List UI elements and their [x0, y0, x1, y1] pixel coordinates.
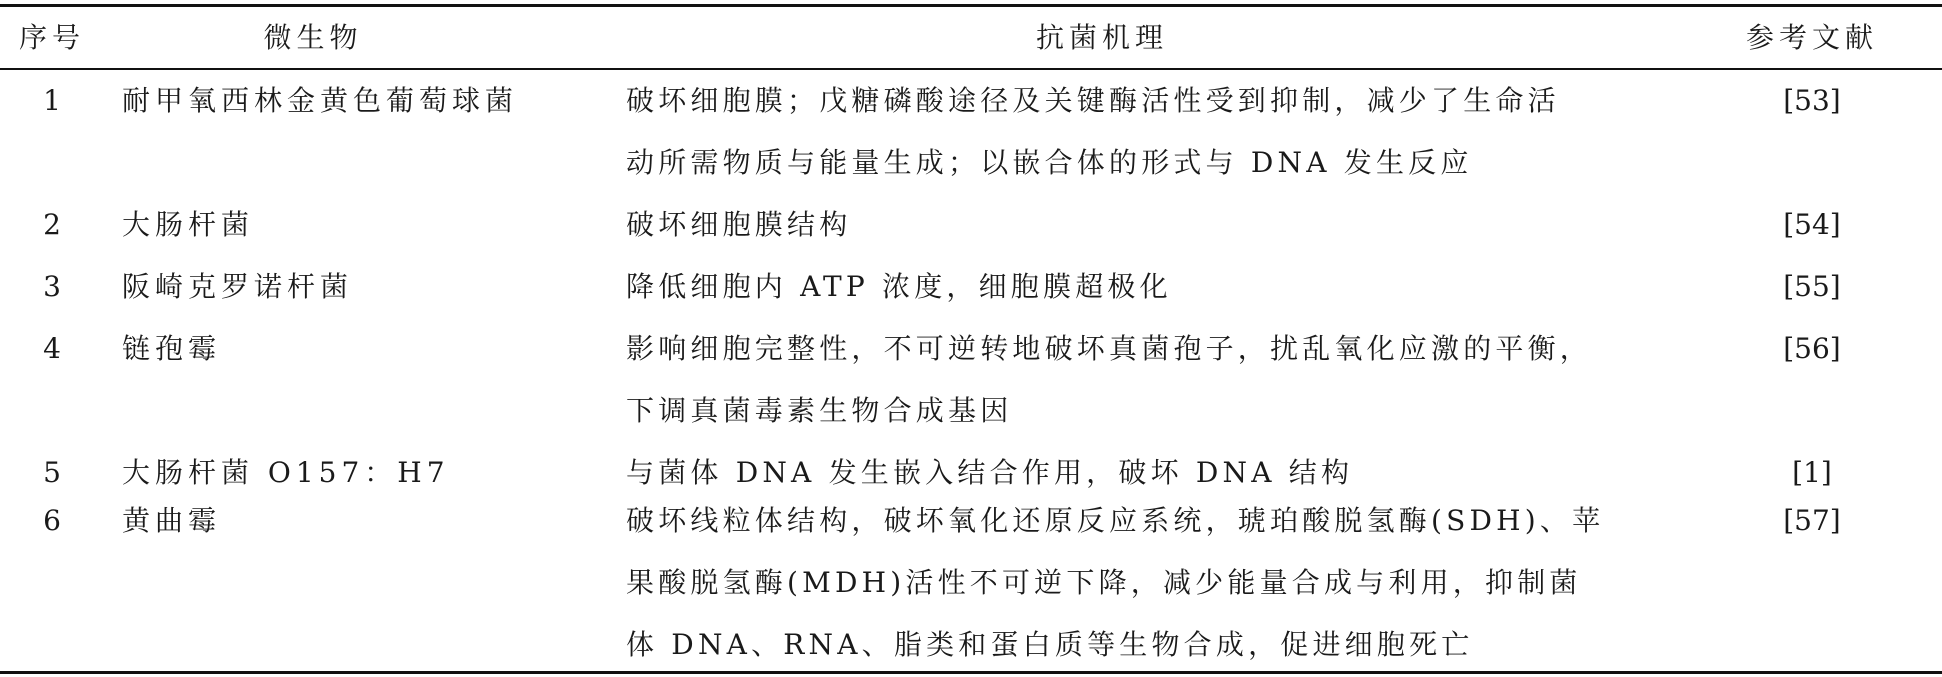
mechanism-line: 与菌体 DNA 发生嵌入结合作用，破坏 DNA 结构 [626, 456, 1354, 489]
microbe-name: 链孢霉 [122, 332, 222, 365]
mechanism-line: 影响细胞完整性，不可逆转地破坏真菌孢子，扰乱氧化应激的平衡， [626, 332, 1593, 365]
microbe-name: 耐甲氧西林金黄色葡萄球菌 [122, 84, 519, 117]
mechanism-text [626, 256, 1686, 318]
mechanism-line: 果酸脱氢酶(MDH)活性不可逆下降，减少能量合成与利用，抑制菌 [626, 566, 1582, 599]
mechanism-line: 破坏细胞膜；戊糖磷酸途径及关键酶活性受到抑制，减少了生命活 [626, 84, 1560, 117]
reference-citation: [57] [1783, 504, 1841, 537]
reference-citation: [55] [1783, 270, 1841, 303]
mechanism-line: 破坏细胞膜结构 [626, 208, 852, 241]
mechanism-text [626, 194, 1686, 256]
mechanism-text [626, 490, 1686, 676]
microbe-name: 大肠杆菌 [122, 208, 255, 241]
reference-citation: [54] [1783, 208, 1841, 241]
mechanism-line: 降低细胞内 ATP 浓度，细胞膜超极化 [626, 270, 1172, 303]
row-number: 6 [43, 504, 61, 537]
microbe-name: 大肠杆菌 O157：H7 [122, 456, 450, 489]
row-number: 1 [43, 84, 61, 117]
mechanism-text [626, 70, 1686, 194]
microbe-name: 阪崎克罗诺杆菌 [122, 270, 354, 303]
reference-citation: [1] [1792, 456, 1832, 489]
mechanism-line: 下调真菌毒素生物合成基因 [626, 394, 1013, 427]
row-number: 2 [43, 208, 61, 241]
microbe-name: 黄曲霉 [122, 504, 222, 537]
row-number: 5 [43, 456, 61, 489]
reference-citation: [53] [1783, 84, 1841, 117]
header-no: 序号 [18, 21, 85, 54]
header-mechanism: 抗菌机理 [1035, 21, 1168, 54]
mechanism-line: 体 DNA、RNA、脂类和蛋白质等生物合成，促进细胞死亡 [626, 628, 1474, 661]
header-reference: 参考文献 [1745, 21, 1878, 54]
table-bottom-rule [0, 671, 1942, 674]
header-microbe: 微生物 [263, 21, 363, 54]
reference-citation: [56] [1783, 332, 1841, 365]
mechanism-line: 动所需物质与能量生成；以嵌合体的形式与 DNA 发生反应 [626, 146, 1473, 179]
row-number: 4 [43, 332, 61, 365]
row-number: 3 [43, 270, 61, 303]
mechanism-line: 破坏线粒体结构，破坏氧化还原反应系统，琥珀酸脱氢酶(SDH)、苹 [626, 504, 1605, 537]
mechanism-text [626, 318, 1686, 442]
